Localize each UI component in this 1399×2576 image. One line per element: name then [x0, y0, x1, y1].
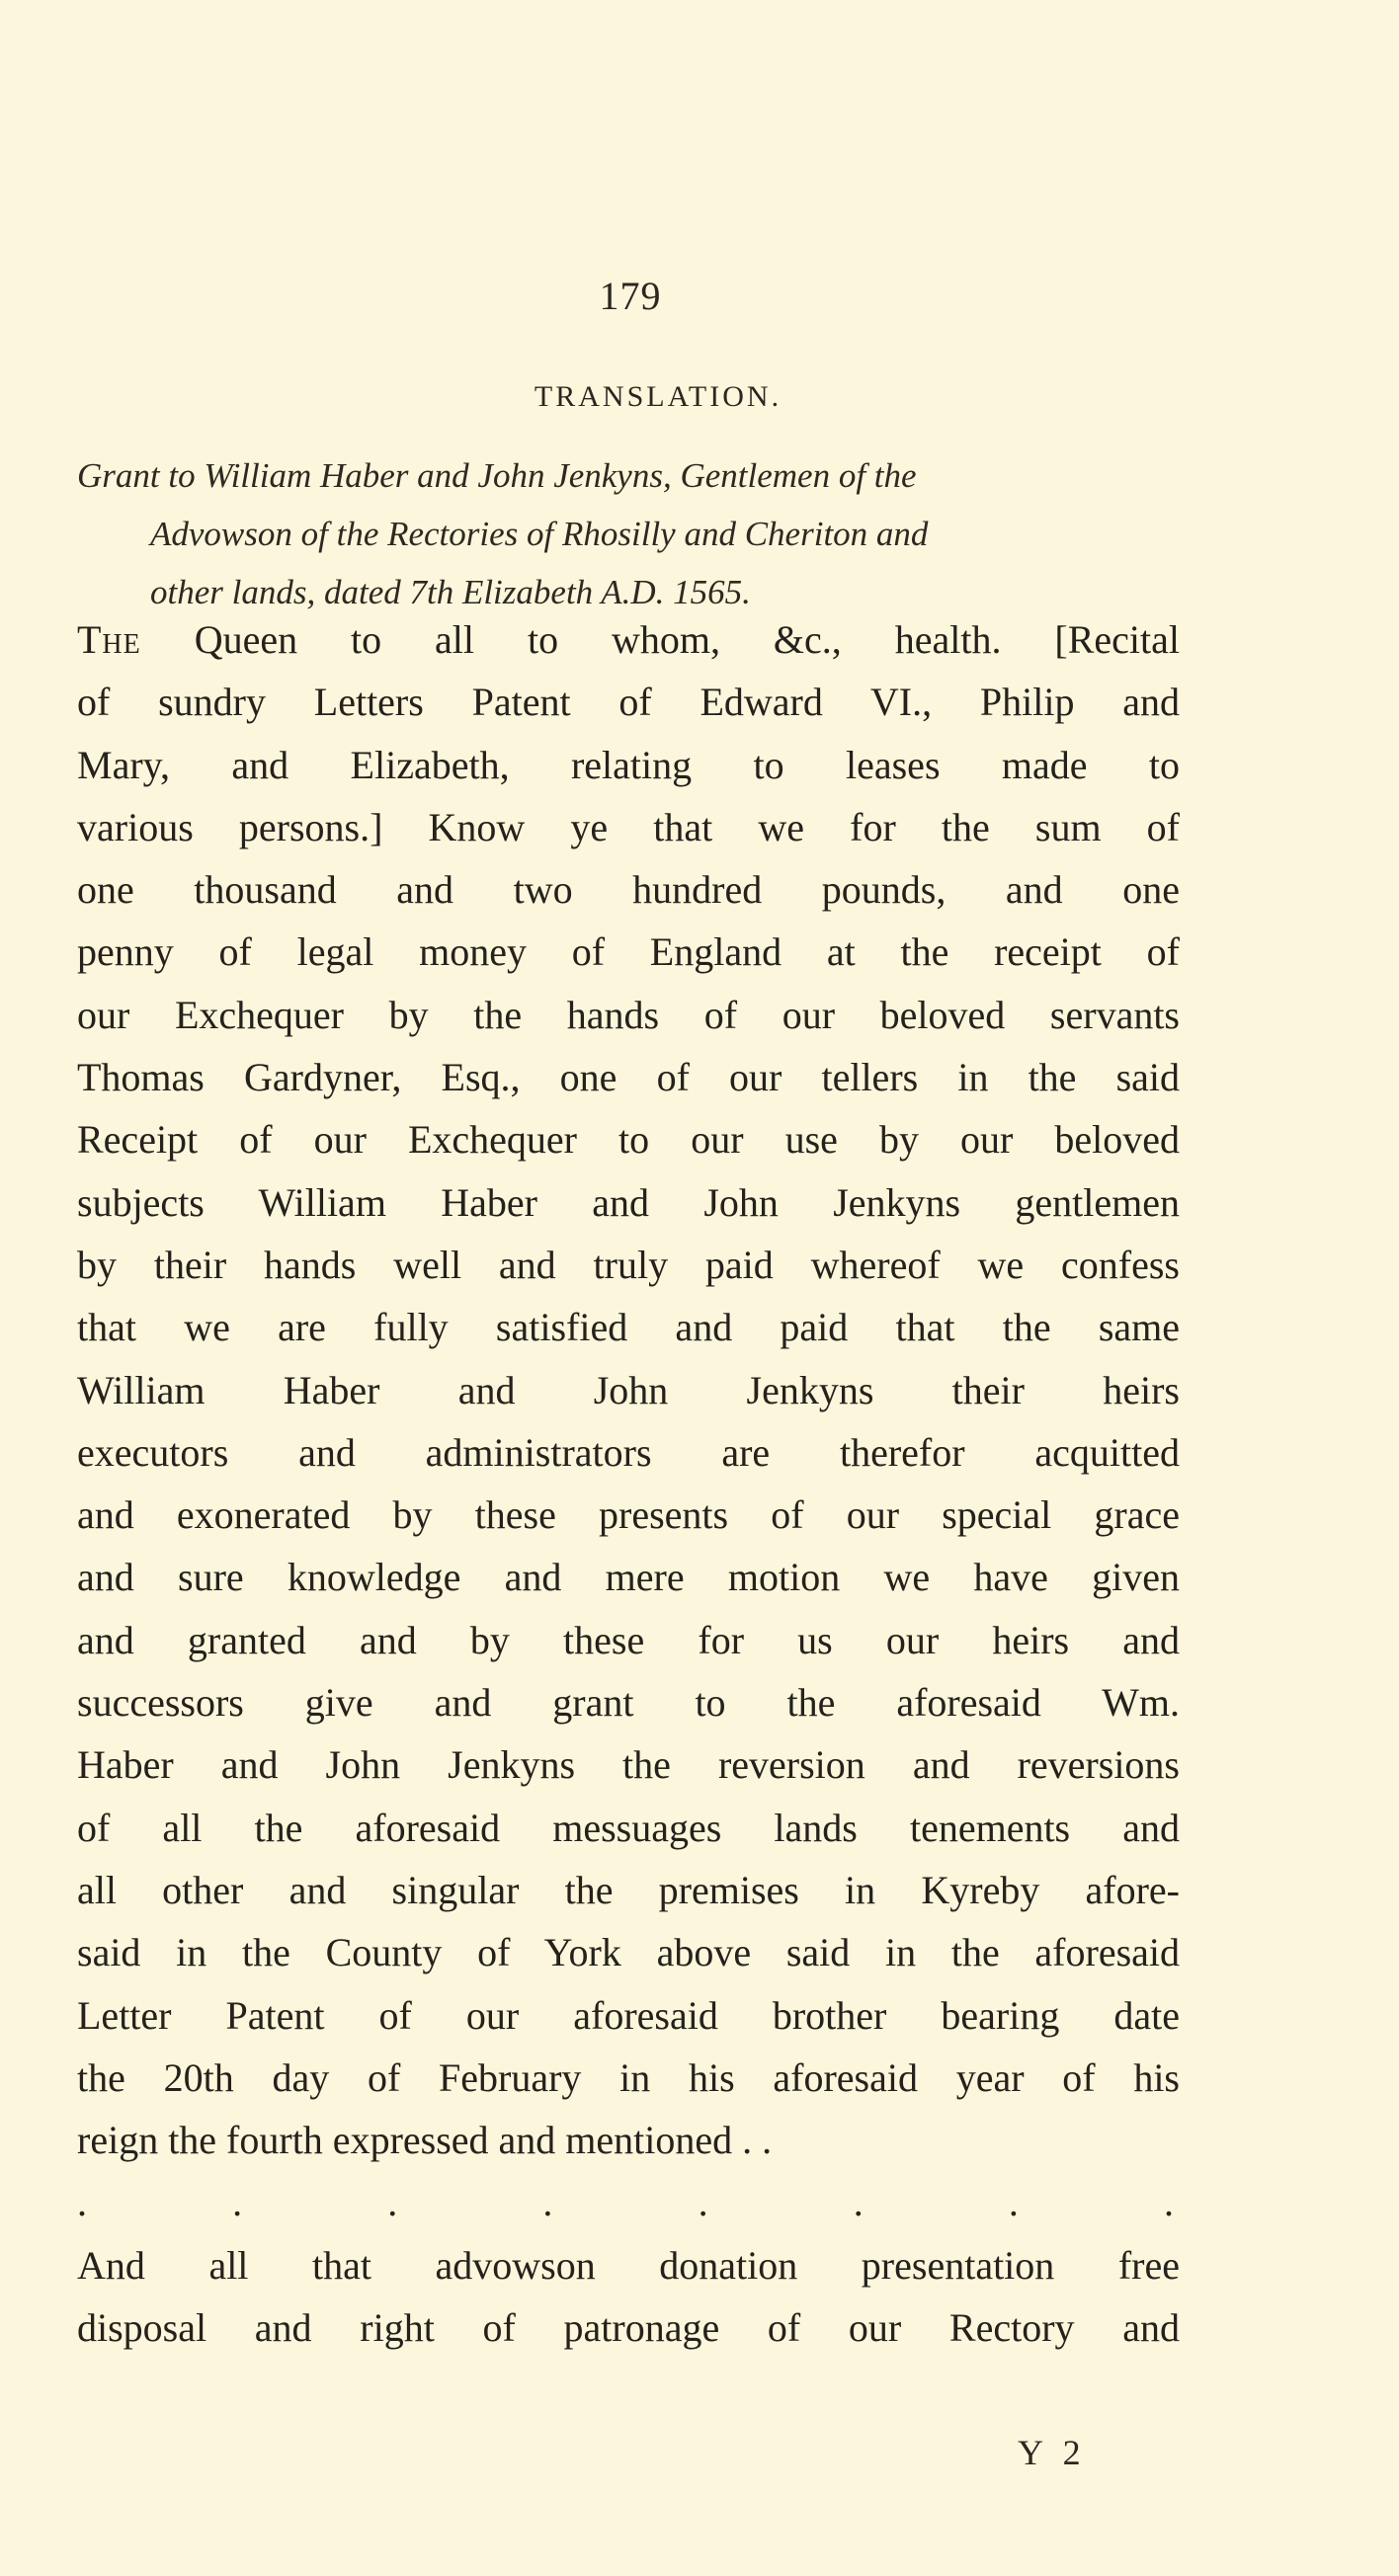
body-line: disposal and right of patronage of our Rectory and — [77, 2305, 1180, 2351]
ellipsis-dot: . — [853, 2180, 864, 2225]
opening-word: The — [77, 617, 141, 662]
ellipsis-dot: . — [77, 2180, 87, 2225]
body-line: The Queen to all to whom, &c., health. [Recital — [77, 617, 1180, 662]
body-line: successors give and grant to the aforesaid Wm. — [77, 1680, 1180, 1726]
body-line: of all the aforesaid messuages lands tenements and — [77, 1805, 1180, 1850]
body-line: and granted and by these for us our heirs and — [77, 1617, 1180, 1662]
body-line: Mary, and Elizabeth, relating to leases made to — [77, 742, 1180, 787]
body-line: that we are fully satisfied and paid that the same — [77, 1305, 1180, 1350]
body-line: our Exchequer by the hands of our beloved servants — [77, 992, 1180, 1037]
body-line: And all that advowson donation presentation free — [77, 2242, 1180, 2288]
body-line: subjects William Haber and John Jenkyns gentlemen — [77, 1179, 1180, 1225]
grant-title-line: Grant to William Haber and John Jenkyns, Gentlemen of the — [77, 456, 917, 495]
body-line: all other and singular the premises in Kyreby afore- — [77, 1867, 1180, 1912]
body-text — [77, 608, 1180, 2359]
body-line: Letter Patent of our aforesaid brother bearing date — [77, 1992, 1180, 2038]
body-line: William Haber and John Jenkyns their heirs — [77, 1367, 1180, 1412]
grant-title-line: other lands, dated 7th Elizabeth A.D. 1565. — [150, 573, 751, 611]
body-line: of sundry Letters Patent of Edward VI., Philip and — [77, 680, 1180, 725]
body-line: Thomas Gardyner, Esq., one of our tellers in the said — [77, 1055, 1180, 1100]
body-line: the 20th day of February in his aforesaid year of his — [77, 2054, 1180, 2100]
body-line: reign the fourth expressed and mentioned . . — [77, 2118, 773, 2163]
grant-title — [77, 446, 1180, 621]
section-heading: TRANSLATION. — [534, 380, 782, 413]
body-line: various persons.] Know ye that we for the sum of — [77, 804, 1180, 849]
body-line: Haber and John Jenkyns the reversion and reversions — [77, 1742, 1180, 1788]
ellipsis-dot: . — [1008, 2180, 1019, 2225]
signature-mark: Y 2 — [1018, 2433, 1087, 2472]
body-line: said in the County of York above said in the aforesaid — [77, 1930, 1180, 1975]
ellipsis-dot: . — [542, 2180, 553, 2225]
body-line: executors and administrators are therefor acquitted — [77, 1429, 1180, 1475]
grant-title-line: Advowson of the Rectories of Rhosilly and Cheriton and — [150, 515, 929, 553]
ellipsis-dot: . — [232, 2180, 243, 2225]
body-line: by their hands well and truly paid whereof we confess — [77, 1242, 1180, 1287]
ellipsis-dot: . — [1163, 2180, 1174, 2225]
body-line: penny of legal money of England at the receipt of — [77, 929, 1180, 975]
ellipsis-dot: . — [387, 2180, 398, 2225]
body-line: one thousand and two hundred pounds, and one — [77, 867, 1180, 913]
omission-dots — [77, 2171, 1180, 2233]
body-line: and sure knowledge and mere motion we have given — [77, 1555, 1180, 1600]
body-line: and exonerated by these presents of our special grace — [77, 1492, 1180, 1538]
body-line: Receipt of our Exchequer to our use by our beloved — [77, 1117, 1180, 1163]
ellipsis-dot: . — [698, 2180, 708, 2225]
page-number: 179 — [599, 274, 662, 318]
